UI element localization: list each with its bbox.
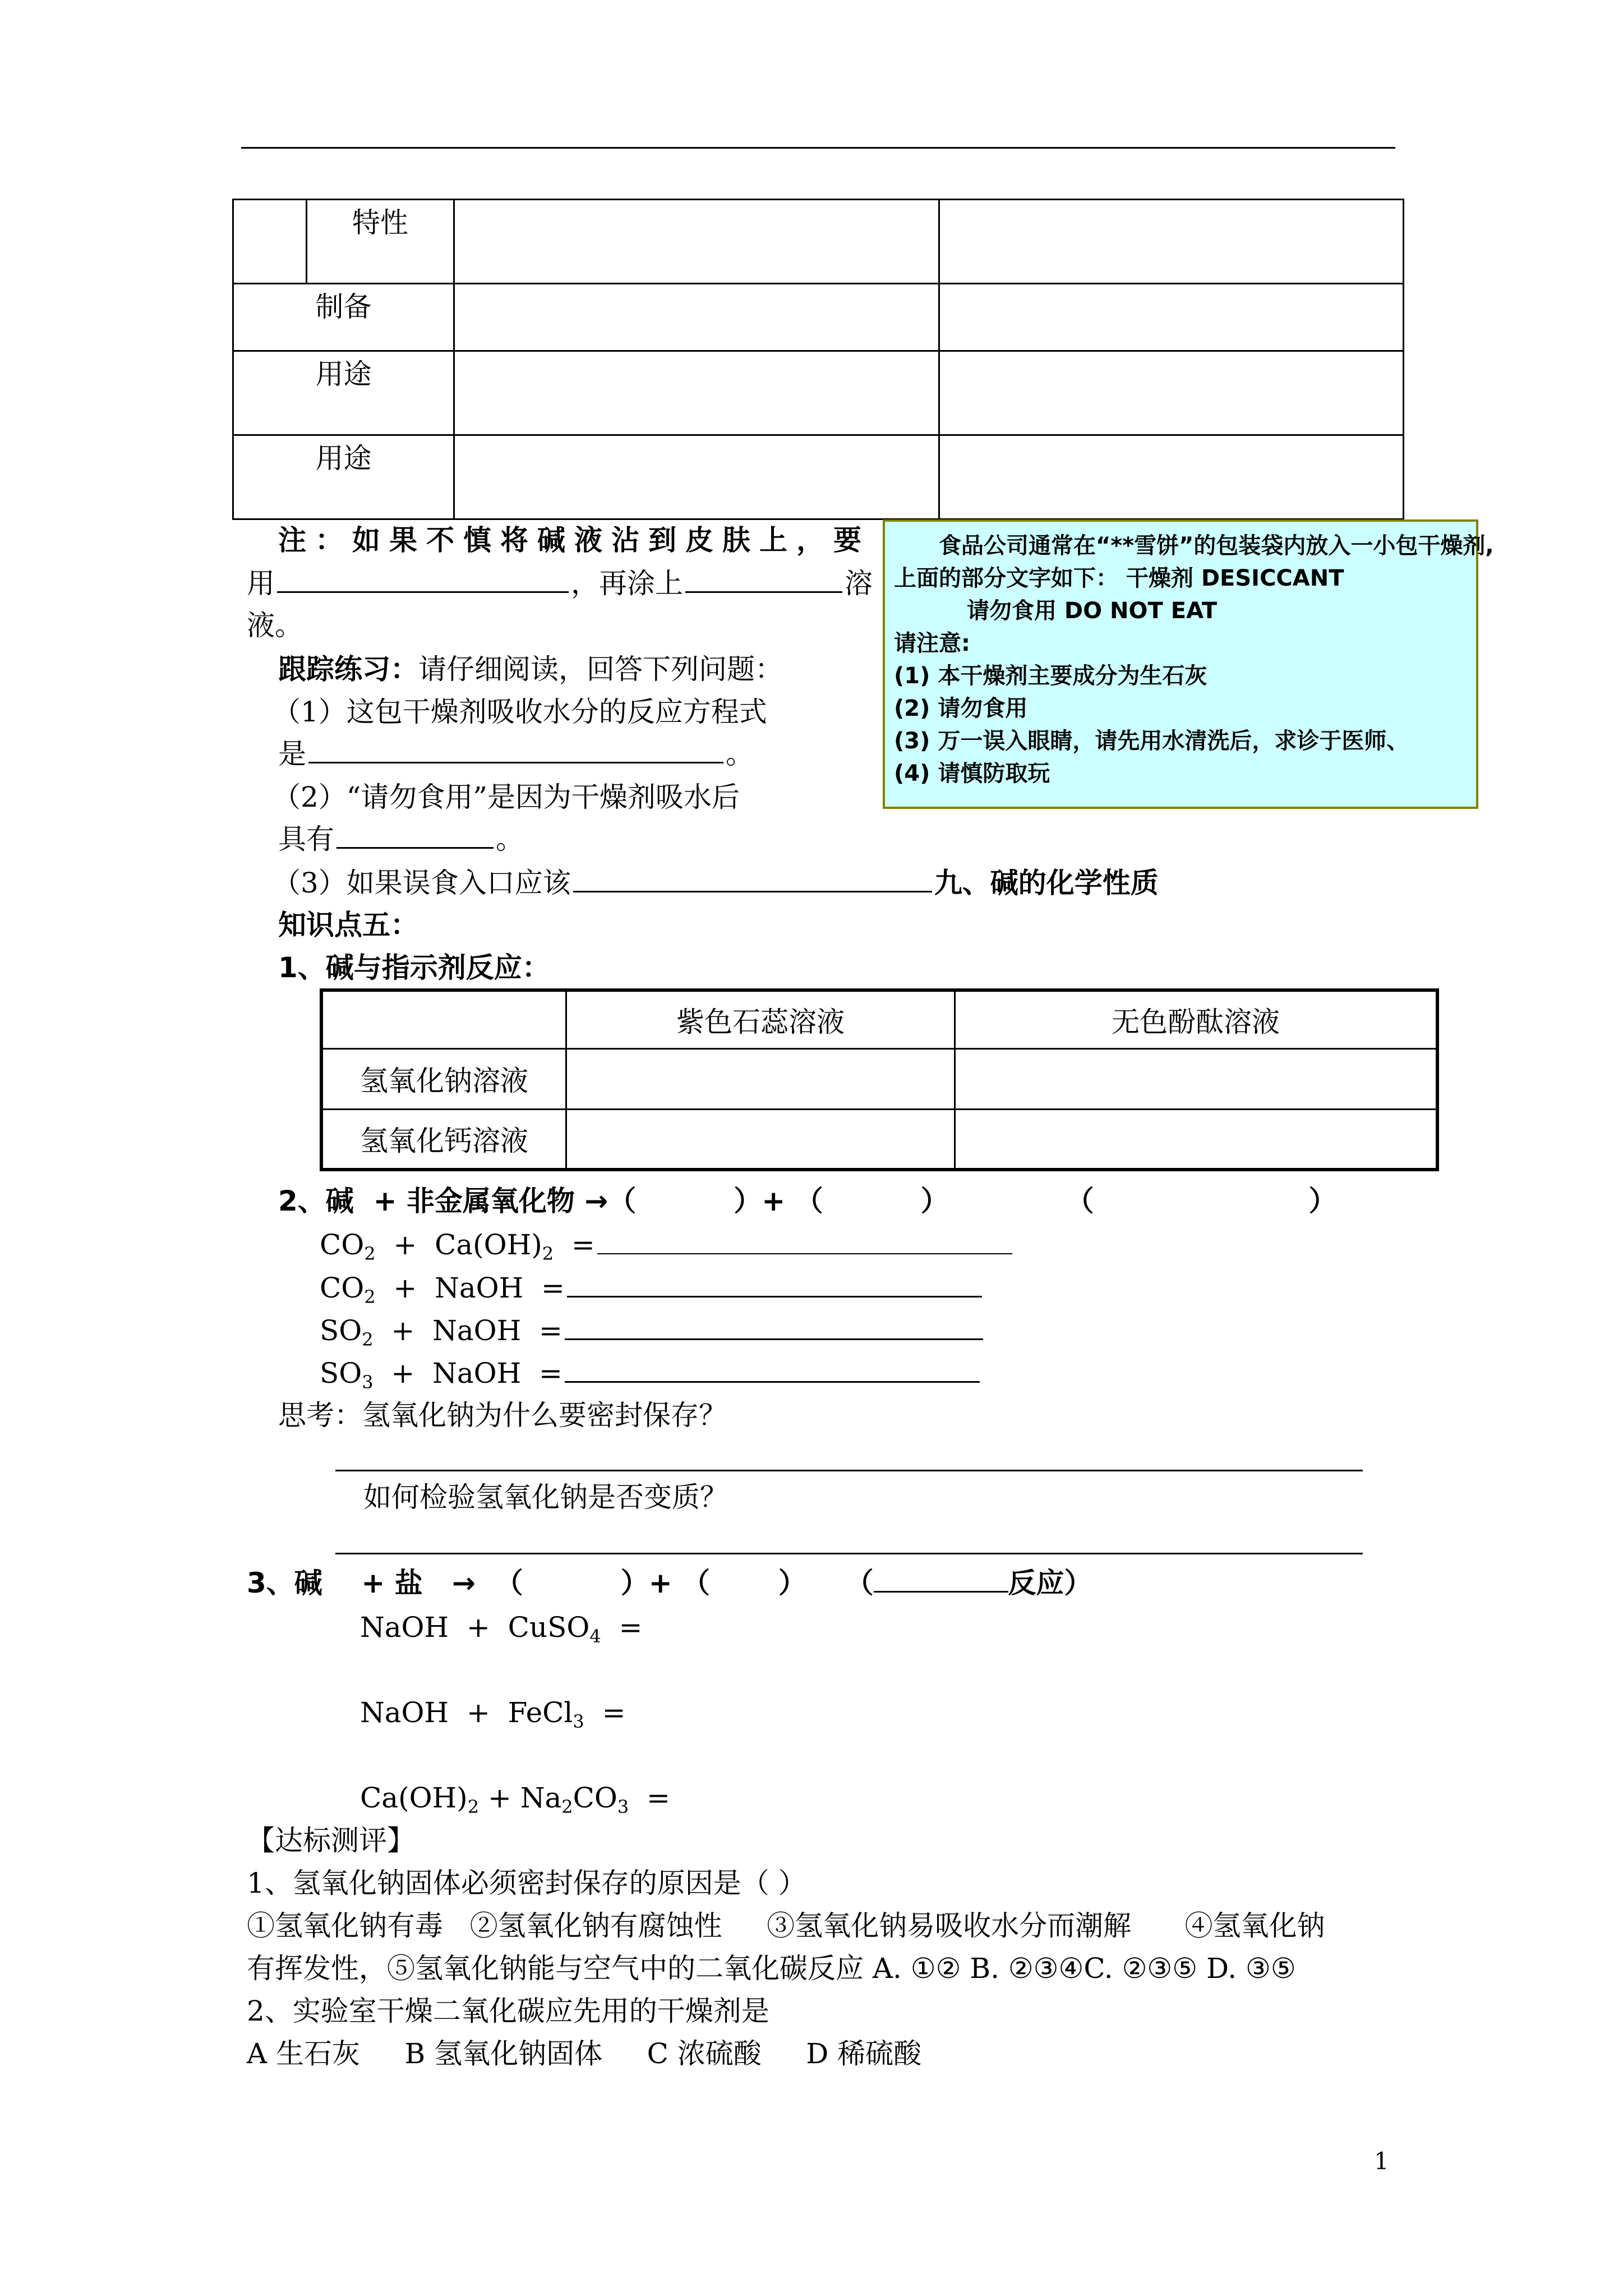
equation-naoh-cuso4 <box>360 1609 642 1646</box>
test-title: 【达标测评】 <box>247 1824 415 1857</box>
formula: CO <box>573 1782 617 1814</box>
test-q1-options-line1: ①氢氧化钠有毒 ②氢氧化钠有腐蚀性 ③氢氧化钠易吸收水分而潮解 ④氢氧化钠 <box>247 1910 1325 1942</box>
indicator-row-header: 氢氧化钙溶液 <box>321 1109 566 1170</box>
table1-cell <box>939 351 1404 435</box>
kp5-section1: 1、碱与指示剂反应： <box>278 951 550 984</box>
info-line: (2) 请勿食用 <box>894 696 1028 721</box>
exercise-text: 。 <box>496 823 524 855</box>
exercise-text: 具有 <box>278 823 334 855</box>
section3-text: 反应） <box>1008 1567 1092 1599</box>
indicator-col-header: 紫色石蕊溶液 <box>566 990 955 1048</box>
exercise-text: 。 <box>726 738 754 770</box>
table1-cell <box>939 284 1404 351</box>
table1-cell <box>454 351 939 435</box>
formula: + NaOH = <box>373 1314 562 1347</box>
formula: SO <box>320 1314 362 1347</box>
indicator-cell <box>566 1109 955 1170</box>
section3-text: 3、碱 + 盐 → （ ）+ （ ） （ <box>247 1567 874 1599</box>
subscript: 3 <box>362 1372 374 1393</box>
note-text: 用 <box>247 567 275 600</box>
answer-blank[interactable] <box>565 1354 980 1383</box>
exercise-q2b-line <box>278 820 524 858</box>
table1-cell <box>454 435 939 519</box>
table1-row-label: 特性 <box>307 200 454 284</box>
table1-blank-cell <box>233 200 307 284</box>
subscript: 4 <box>589 1626 601 1647</box>
properties-table <box>232 199 1404 520</box>
formula: = <box>584 1696 626 1729</box>
equation-co2-caoh2 <box>320 1226 1015 1263</box>
answer-blank[interactable] <box>567 1269 982 1297</box>
answer-blank[interactable] <box>597 1226 1012 1254</box>
section-9-title: 九、碱的化学性质 <box>934 867 1159 899</box>
formula: NaOH + FeCl <box>360 1696 573 1729</box>
info-line: (1) 本干燥剂主要成分为生石灰 <box>894 663 1207 689</box>
answer-blank[interactable] <box>308 735 723 763</box>
exercise-text: （3）如果误食入口应该 <box>273 867 571 899</box>
indicator-row-header: 氢氧化钠溶液 <box>321 1048 566 1109</box>
info-line: 请注意: <box>894 631 970 656</box>
equation-caoh2-na2co3 <box>360 1779 670 1816</box>
subscript: 2 <box>467 1796 479 1818</box>
exercise-intro: 请仔细阅读，回答下列问题： <box>418 653 783 685</box>
info-line: 食品公司通常在“**雪饼”的包装袋内放入一小包干燥剂, <box>939 533 1494 559</box>
check-question: 如何检验氢氧化钠是否变质？ <box>363 1481 728 1513</box>
info-line: 请勿食用 DO NOT EAT <box>967 598 1218 624</box>
formula: Ca(OH) <box>360 1782 468 1814</box>
note-text: 溶 <box>845 567 873 600</box>
note-line2 <box>247 564 873 602</box>
exercise-q2a: （2）“请勿食用”是因为干燥剂吸水后 <box>273 781 740 813</box>
formula: SO <box>320 1357 362 1389</box>
kp5-title: 知识点五： <box>278 909 418 941</box>
equation-so3-naoh <box>320 1354 982 1392</box>
answer-blank[interactable] <box>277 564 569 593</box>
info-line: 上面的部分文字如下： 干燥剂 DESICCANT <box>894 565 1344 591</box>
table1-row-label: 用途 <box>233 351 454 435</box>
test-q1: 1、氢氧化钠固体必须密封保存的原因是（ ） <box>247 1867 806 1899</box>
note-line3: 液。 <box>247 609 303 642</box>
table1-cell <box>454 284 939 351</box>
formula: = <box>601 1611 643 1644</box>
indicator-table <box>320 988 1439 1171</box>
answer-blank[interactable] <box>573 864 932 892</box>
header-rule <box>241 147 1395 149</box>
exercise-intro-line <box>278 651 783 688</box>
section2-title: 2、碱 + 非金属氧化物 →（ ）+ （ ） （ ） <box>278 1185 1337 1217</box>
exercise-title: 跟踪练习： <box>278 653 418 685</box>
equation-naoh-fecl3 <box>360 1694 625 1731</box>
answer-line[interactable] <box>335 1553 1363 1554</box>
answer-blank[interactable] <box>685 564 842 593</box>
answer-blank[interactable] <box>565 1312 983 1340</box>
answer-blank[interactable] <box>874 1564 1008 1593</box>
formula: NaOH + CuSO <box>360 1611 590 1644</box>
test-q1-options-line2: 有挥发性，⑤氢氧化钠能与空气中的二氧化碳反应 A. ①② B. ②③④C. ②③⑤ D. ③⑤ <box>247 1952 1296 1985</box>
table1-row-label: 用途 <box>233 435 454 519</box>
subscript: 2 <box>364 1243 376 1264</box>
indicator-cell <box>955 1109 1438 1170</box>
formula: CO <box>320 1272 365 1304</box>
answer-blank[interactable] <box>336 820 494 849</box>
info-line: (4) 请慎防取玩 <box>894 761 1050 786</box>
subscript: 3 <box>617 1796 629 1818</box>
table1-cell <box>939 435 1404 519</box>
formula: + Ca(OH) <box>375 1228 542 1261</box>
formula: = <box>629 1782 670 1814</box>
desiccant-info-box <box>883 519 1494 809</box>
exercise-text: 是 <box>278 738 306 770</box>
formula: + NaOH = <box>373 1357 562 1389</box>
table1-row-label: 制备 <box>233 284 454 351</box>
formula: = <box>554 1228 595 1261</box>
subscript: 2 <box>561 1796 573 1818</box>
indicator-table-corner <box>321 990 566 1048</box>
exercise-q1a: （1）这包干燥剂吸收水分的反应方程式 <box>273 696 767 728</box>
exercise-q3-line <box>273 864 1159 901</box>
subscript: 3 <box>573 1711 584 1732</box>
subscript: 2 <box>362 1329 374 1350</box>
test-q2: 2、实验室干燥二氧化碳应先用的干燥剂是 <box>247 1995 769 2027</box>
formula: CO <box>320 1228 365 1261</box>
think-question: 思考：氢氧化钠为什么要密封保存？ <box>278 1399 727 1432</box>
indicator-cell <box>955 1048 1438 1109</box>
equation-co2-naoh <box>320 1269 984 1306</box>
table1-cell <box>454 200 939 284</box>
note-text: ，再涂上 <box>571 567 683 600</box>
page-number: 1 <box>1374 2147 1389 2175</box>
test-q2-options: A 生石灰 B 氢氧化钠固体 C 浓硫酸 D 稀硫酸 <box>247 2037 922 2070</box>
formula: + NaOH = <box>375 1272 565 1304</box>
formula: + Na <box>479 1782 562 1814</box>
answer-line[interactable] <box>335 1470 1363 1471</box>
indicator-cell <box>566 1048 955 1109</box>
indicator-col-header: 无色酚酞溶液 <box>955 990 1438 1048</box>
subscript: 2 <box>542 1243 554 1264</box>
info-line: (3) 万一误入眼睛，请先用水清洗后，求诊于医师、 <box>894 728 1409 754</box>
subscript: 2 <box>364 1286 376 1308</box>
note-line1: 注：如果不慎将碱液沾到皮肤上，要 <box>278 524 870 556</box>
table1-cell <box>939 200 1404 284</box>
section3-title <box>247 1564 1092 1602</box>
exercise-q1b-line <box>278 735 754 772</box>
equation-so2-naoh <box>320 1312 985 1349</box>
